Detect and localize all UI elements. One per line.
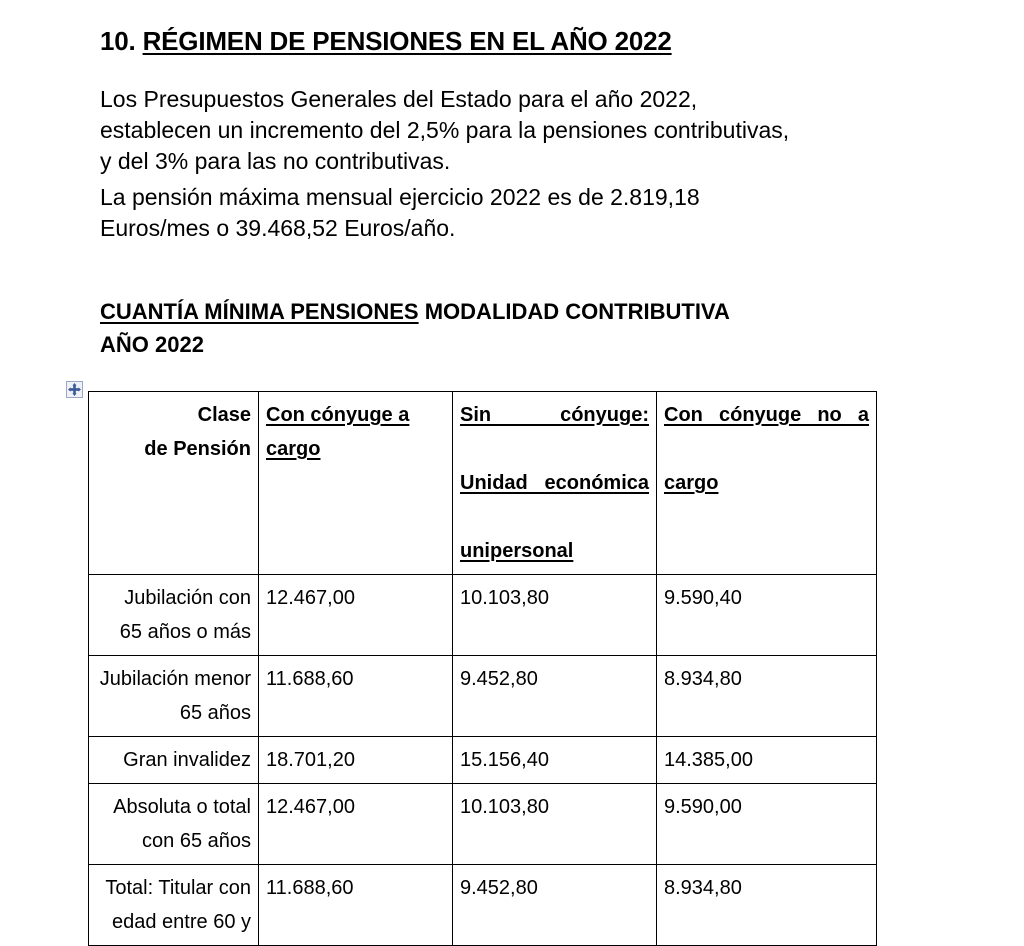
row-label-line1: Total: Titular con: [105, 877, 251, 899]
header-col3-line3: unipersonal: [460, 540, 574, 562]
table-row: [89, 737, 877, 784]
cell-sin-conyuge: 10.103,80: [453, 575, 657, 656]
header-col2-line2: cargo: [266, 438, 321, 460]
cell-con-conyuge-no-cargo: 9.590,00: [657, 784, 877, 865]
row-label-line2: 65 años: [179, 702, 251, 724]
cell-con-conyuge-no-cargo: 8.934,80: [657, 865, 877, 946]
section-title-underlined: CUANTÍA MÍNIMA PENSIONES: [100, 299, 419, 324]
table-header-cell-sin-conyuge: [453, 392, 657, 575]
row-label-absoluta-total-65: [89, 784, 259, 865]
header-col3-line2: Unidad económica: [460, 472, 649, 494]
row-label-total-titular-60: [89, 865, 259, 946]
header-clase-line1: Clase: [197, 404, 251, 426]
paragraph-pension-maxima: [100, 182, 880, 244]
pensiones-table-container: [88, 391, 876, 946]
paragraph-presupuestos: [100, 84, 880, 177]
table-row: [89, 656, 877, 737]
row-label-line1: Gran invalidez: [123, 749, 251, 771]
section-title-line1: [100, 295, 882, 328]
table-row: [89, 865, 877, 946]
cell-sin-conyuge: 10.103,80: [453, 784, 657, 865]
cell-con-conyuge-cargo: 11.688,60: [259, 656, 453, 737]
table-header-cell-clase: [89, 392, 259, 575]
cell-sin-conyuge: 15.156,40: [453, 737, 657, 784]
row-label-line1: Jubilación con: [124, 587, 251, 609]
cell-con-conyuge-cargo: 11.688,60: [259, 865, 453, 946]
cell-con-conyuge-cargo: 12.467,00: [259, 784, 453, 865]
section-title: [100, 295, 882, 361]
section-title-plain: MODALIDAD CONTRIBUTIVA: [424, 299, 730, 324]
pensiones-table: [88, 391, 877, 946]
cell-con-conyuge-cargo: 18.701,20: [259, 737, 453, 784]
table-row: [89, 784, 877, 865]
header-clase-line2: de Pensión: [144, 438, 251, 460]
row-label-jubilacion-menor-65: [89, 656, 259, 737]
table-header-cell-con-conyuge-cargo: [259, 392, 453, 575]
cell-sin-conyuge: 9.452,80: [453, 865, 657, 946]
table-move-handle-icon[interactable]: [66, 381, 83, 398]
paragraph-line: La pensión máxima mensual ejercicio 2022 es de 2.819,18: [100, 184, 700, 210]
cell-sin-conyuge: 9.452,80: [453, 656, 657, 737]
row-label-line1: Absoluta o total: [113, 796, 251, 818]
paragraph-line: y del 3% para las no contributivas.: [100, 148, 451, 174]
header-col2-line1: Con cónyuge a: [266, 404, 410, 426]
cell-con-conyuge-no-cargo: 14.385,00: [657, 737, 877, 784]
cell-con-conyuge-cargo: 12.467,00: [259, 575, 453, 656]
header-col3-line1: Sin cónyuge:: [460, 404, 649, 426]
paragraph-line: Los Presupuestos Generales del Estado para el año 2022,: [100, 86, 698, 112]
paragraph-line: Euros/mes o 39.468,52 Euros/año.: [100, 215, 456, 241]
page-title: [100, 26, 890, 57]
header-col4-line1: Con cónyuge no a: [664, 404, 869, 426]
cell-con-conyuge-no-cargo: 9.590,40: [657, 575, 877, 656]
cell-con-conyuge-no-cargo: 8.934,80: [657, 656, 877, 737]
table-row: [89, 575, 877, 656]
row-label-line2: edad entre 60 y: [112, 911, 251, 933]
row-label-gran-invalidez: [89, 737, 259, 784]
page-title-number: 10.: [100, 26, 136, 56]
page-title-text: RÉGIMEN DE PENSIONES EN EL AÑO 2022: [142, 26, 672, 56]
row-label-line2: con 65 años: [142, 830, 251, 852]
table-header-row: [89, 392, 877, 575]
row-label-jubilacion-65-mas: [89, 575, 259, 656]
row-label-line2: 65 años o más: [119, 621, 251, 643]
section-title-line2: AÑO 2022: [100, 332, 204, 357]
table-header-cell-con-conyuge-no-cargo: [657, 392, 877, 575]
row-label-line1: Jubilación menor: [99, 668, 251, 690]
paragraph-line: establecen un incremento del 2,5% para la pensiones contributivas,: [100, 117, 790, 143]
header-col4-line2: cargo: [664, 472, 719, 494]
